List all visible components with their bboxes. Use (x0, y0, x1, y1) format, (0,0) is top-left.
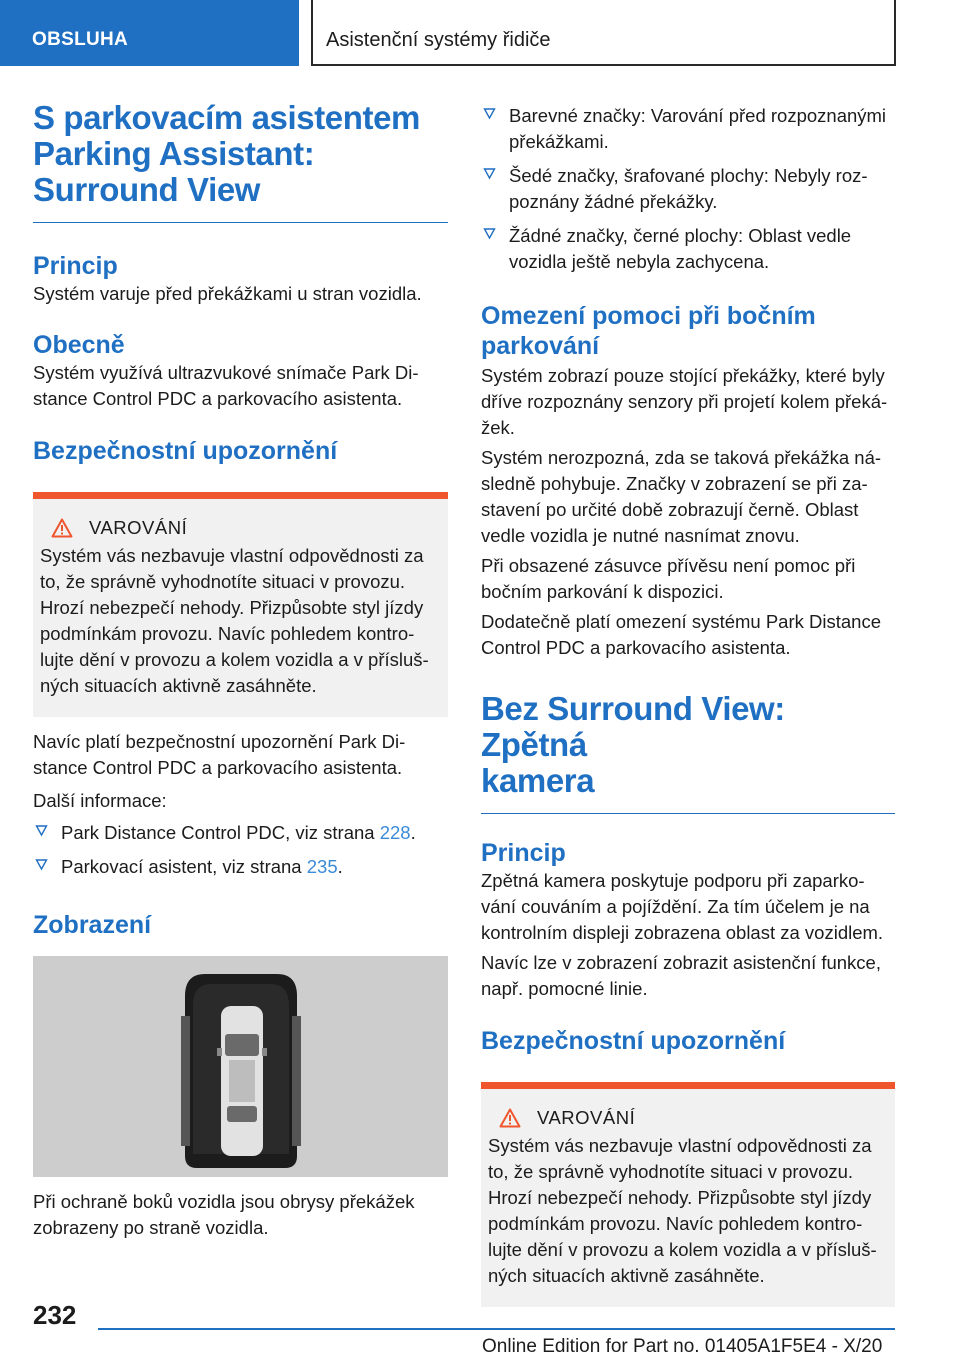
title-rule (481, 813, 895, 814)
title-rule (33, 222, 448, 223)
rear-camera-title: Bez Surround View: Zpětná kamera (481, 690, 785, 799)
list-item: Parkovací asistent, viz strana 235. (33, 854, 448, 880)
section-tab: Asistenční systémy řidiče (312, 0, 896, 66)
warning-header (499, 1107, 888, 1129)
section-title: S parkovacím asistentem Parking Assistant: Surround View (33, 99, 420, 208)
warning-header (51, 517, 441, 539)
image-caption: Při ochraně boků vozidla jsou obrysy překážek zobrazeny po straně vozidla. (33, 1191, 415, 1238)
triangle-bullet-icon (483, 167, 496, 180)
safety-heading: Bezpečnostní upozornění (33, 437, 338, 465)
princip-text-2a: Zpětná kamera poskytuje podporu při zaparko- vání couváním a pojíždění. Za tím účelem je na kontrolním displeji zobrazena oblast za vozidlem. (481, 870, 884, 943)
warning-triangle-icon (51, 518, 73, 538)
princip-text-2b: Navíc lze v zobrazení zobrazit asistenční funkce, např. pomocné linie. (481, 952, 881, 999)
surround-view-image (33, 956, 448, 1177)
warning-label: VAROVÁNÍ (89, 517, 188, 538)
warning-box-2 (481, 1082, 895, 1307)
right-column (481, 100, 895, 1307)
triangle-bullet-icon (483, 227, 496, 240)
triangle-bullet-icon (35, 858, 48, 871)
more-info-list (33, 820, 448, 880)
triangle-bullet-icon (483, 107, 496, 120)
princip-heading: Princip (33, 252, 118, 280)
marker-legend-list (481, 103, 895, 275)
safety-heading-2: Bezpečnostní upozornění (481, 1027, 786, 1055)
chapter-tab: OBSLUHA (0, 0, 299, 66)
page-link-235[interactable]: 235 (306, 856, 338, 877)
list-item: Park Distance Control PDC, viz strana 228. (33, 820, 448, 846)
warning-triangle-icon (499, 1108, 521, 1128)
page-header (0, 0, 960, 66)
list-item: Žádné značky, černé plochy: Oblast vedle vozidla ještě nebyla zachycena. (481, 223, 895, 275)
limits-text-3: Při obsazené zásuvce přívěsu není pomoc při bočním parkování k dispozici. (481, 555, 856, 602)
list-item: Šedé značky, šrafované plochy: Nebyly roz- poznány žádné překážky. (481, 163, 895, 215)
display-heading: Zobrazení (33, 911, 152, 939)
obecne-text: Systém využívá ultrazvukové snímače Park Di- stance Control PDC a parkovacího asistenta. (33, 362, 419, 409)
warning-box (33, 492, 448, 717)
surround-view-illustration (33, 956, 448, 1177)
limits-text-1: Systém zobrazí pouze stojící překážky, které byly dříve rozpoznány senzory při projetí kolem překá- žek. (481, 365, 888, 438)
more-info-label: Další informace: (33, 790, 167, 811)
footer-rule (98, 1328, 895, 1330)
limits-heading: Omezení pomoci při bočním parkování (481, 302, 816, 360)
princip-heading-2: Princip (481, 839, 566, 867)
warning-text: Systém vás nezbavuje vlastní odpovědnosti za to, že správně vyhodnotíte situaci v provozu. Hrozí nebezpečí nehody. Přizpůsobte styl jízdy podmínkám provozu. Navíc pohledem kontro- lujte dění v provozu a kolem vozidla a v přísluš- ných situacích aktivně zasáhněte. (488, 1135, 877, 1286)
page-number: 232 (33, 1300, 77, 1330)
warning-label: VAROVÁNÍ (537, 1107, 636, 1128)
list-item: Barevné značky: Varování před rozpoznanými překážkami. (481, 103, 895, 155)
left-column (33, 100, 448, 1241)
triangle-bullet-icon (35, 824, 48, 837)
extra-safety-text: Navíc platí bezpečnostní upozornění Park Di- stance Control PDC a parkovacího asistenta. (33, 731, 406, 778)
page-link-228[interactable]: 228 (379, 822, 411, 843)
limits-text-4: Dodatečně platí omezení systému Park Distance Control PDC a parkovacího asistenta. (481, 611, 881, 658)
warning-text: Systém vás nezbavuje vlastní odpovědnosti za to, že správně vyhodnotíte situaci v provozu. Hrozí nebezpečí nehody. Přizpůsobte styl jízdy podmínkám provozu. Navíc pohledem kontro- lujte dění v provozu a kolem vozidla a v přísluš- ných situacích aktivně zasáhněte. (40, 545, 429, 696)
obecne-heading: Obecně (33, 331, 125, 359)
princip-text: Systém varuje před překážkami u stran vozidla. (33, 283, 422, 304)
limits-text-2: Systém nerozpozná, zda se taková překážka ná- sledně pohybuje. Značky v zobrazení se při za- stavení po určité době zobrazují černě. Oblast vedle vozidla je nutné nasnímat znovu. (481, 447, 882, 546)
edition-text: Online Edition for Part no. 01405A1F5E4 - X/20 (482, 1336, 883, 1357)
